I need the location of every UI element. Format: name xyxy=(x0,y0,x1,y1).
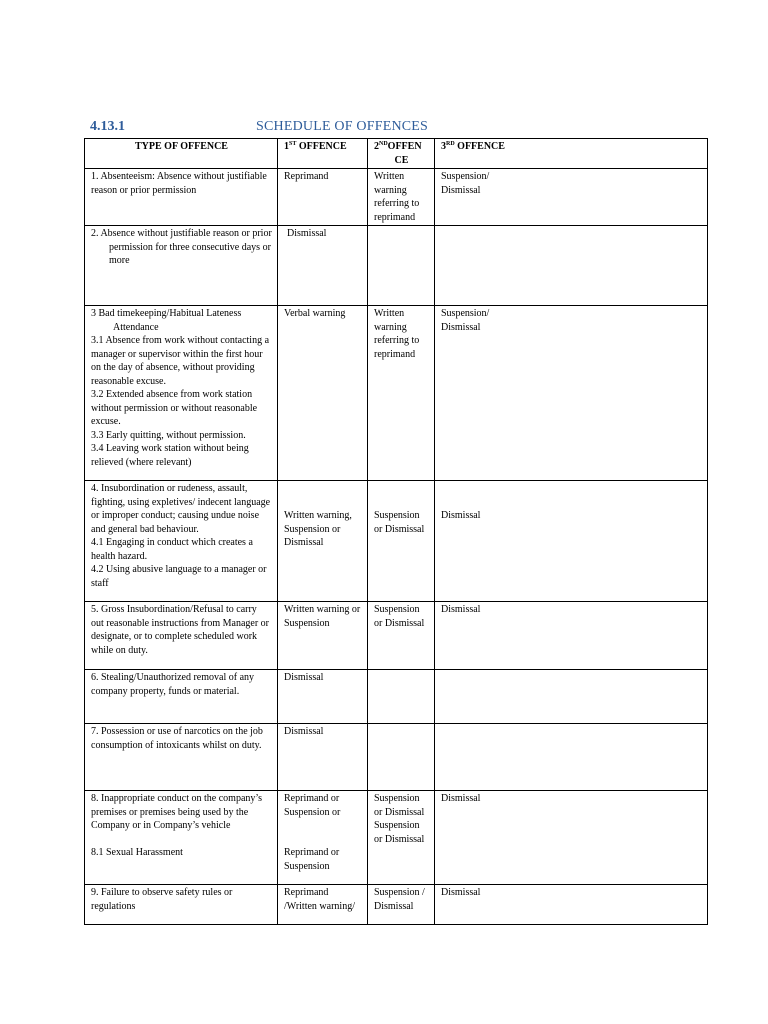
table-row xyxy=(85,481,708,602)
second-offence-cell xyxy=(368,670,435,724)
table-header-row xyxy=(85,139,708,169)
second-offence-cell: Suspension or Dismissal xyxy=(368,481,435,602)
table-row xyxy=(85,602,708,670)
offence-type-cell: 3 Bad timekeeping/Habitual Lateness Attendance 3.1 Absence from work without contacting a manager or supervisor within the first hour on the day of absence, without providing reasonable excuse. 3.2 Extended absence from work station without permission or without reasonable excuse. 3.3 Early quitting, without permission. 3.4 Leaving work station without being relieved (where relevant) xyxy=(85,306,278,481)
third-offence-cell xyxy=(435,226,708,306)
third-offence-cell: Dismissal xyxy=(435,602,708,670)
third-offence-cell: Suspension/ Dismissal xyxy=(435,306,708,481)
table-row xyxy=(85,791,708,885)
first-offence-cell: Reprimand or Suspension or Reprimand or Suspension xyxy=(278,791,368,885)
header-second-offence: 2NDOFFEN CE xyxy=(368,139,435,169)
first-offence-cell: Written warning, Suspension or Dismissal xyxy=(278,481,368,602)
offence-type-cell: 7. Possession or use of narcotics on the job consumption of intoxicants whilst on duty. xyxy=(85,724,278,791)
header-first-offence: 1ST OFFENCE xyxy=(278,139,368,169)
second-offence-cell: Written warning referring to reprimand xyxy=(368,169,435,226)
third-offence-cell: Dismissal xyxy=(435,885,708,925)
offence-type-cell: 5. Gross Insubordination/Refusal to carry out reasonable instructions from Manager or designate, or to complete scheduled work while on duty. xyxy=(85,602,278,670)
offence-type-cell: 8. Inappropriate conduct on the company’s premises or premises being used by the Company or in Company’s vehicle 8.1 Sexual Harassment xyxy=(85,791,278,885)
header-type-of-offence: TYPE OF OFFENCE xyxy=(85,139,278,169)
third-offence-cell xyxy=(435,670,708,724)
first-offence-cell: Dismissal xyxy=(278,670,368,724)
first-offence-cell: Reprimand xyxy=(278,169,368,226)
second-offence-cell: Written warning referring to reprimand xyxy=(368,306,435,481)
third-offence-cell xyxy=(435,724,708,791)
third-offence-cell: Dismissal xyxy=(435,481,708,602)
offence-type-cell: 2. Absence without justifiable reason or prior permission for three consecutive days or more xyxy=(85,226,278,306)
table-row xyxy=(85,226,708,306)
second-offence-cell: Suspension or Dismissal Suspension or Dismissal xyxy=(368,791,435,885)
first-offence-cell: Reprimand /Written warning/ xyxy=(278,885,368,925)
offences-table xyxy=(84,138,708,925)
first-offence-cell: Verbal warning xyxy=(278,306,368,481)
table-row xyxy=(85,885,708,925)
table-row xyxy=(85,169,708,226)
second-offence-cell xyxy=(368,226,435,306)
offence-type-cell: 9. Failure to observe safety rules or regulations xyxy=(85,885,278,925)
header-third-offence: 3RD OFFENCE xyxy=(435,139,708,169)
section-number: 4.13.1 xyxy=(90,119,125,134)
table-row xyxy=(85,306,708,481)
first-offence-cell: Dismissal xyxy=(278,724,368,791)
second-offence-cell xyxy=(368,724,435,791)
first-offence-cell: Written warning or Suspension xyxy=(278,602,368,670)
first-offence-cell: Dismissal xyxy=(278,226,368,306)
third-offence-cell: Dismissal xyxy=(435,791,708,885)
table-row xyxy=(85,670,708,724)
offence-type-cell: 1. Absenteeism: Absence without justifiable reason or prior permission xyxy=(85,169,278,226)
offence-type-cell: 6. Stealing/Unauthorized removal of any company property, funds or material. xyxy=(85,670,278,724)
section-title: SCHEDULE OF OFFENCES xyxy=(256,119,429,134)
third-offence-cell: Suspension/ Dismissal xyxy=(435,169,708,226)
second-offence-cell: Suspension or Dismissal xyxy=(368,602,435,670)
table-row xyxy=(85,724,708,791)
second-offence-cell: Suspension / Dismissal xyxy=(368,885,435,925)
offence-type-cell: 4. Insubordination or rudeness, assault, fighting, using expletives/ indecent language or improper conduct; causing undue noise and general bad behaviour. 4.1 Engaging in conduct which creates a health hazard. 4.2 Using abusive language to a manager or staff xyxy=(85,481,278,602)
